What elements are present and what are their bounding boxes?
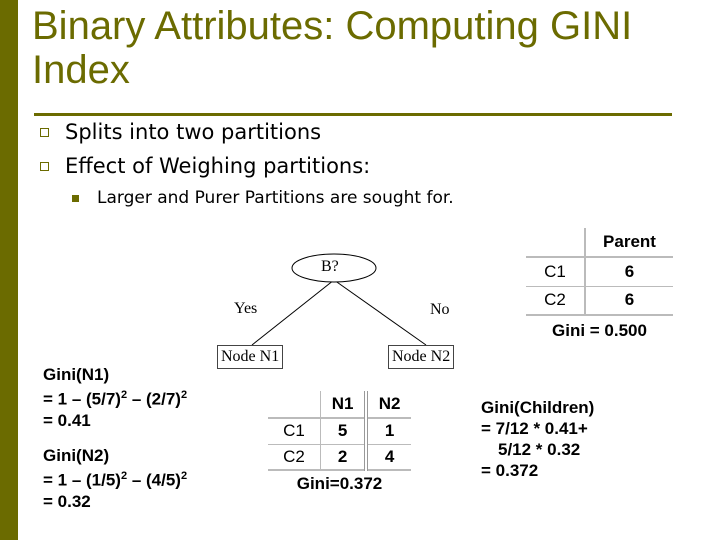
yes-branch-label: Yes	[234, 300, 258, 317]
parent-gini-value: Gini = 0.500	[552, 320, 647, 340]
children-gini-value: Gini=0.372	[296, 474, 383, 493]
count-cell: 6	[585, 257, 673, 286]
gini-n1-block	[43, 364, 187, 431]
class-label: C1	[268, 418, 321, 444]
gini-children-result: = 0.372	[481, 461, 539, 480]
n1-header: N1	[321, 391, 367, 418]
gini-n2-formula: = $1 - (1/5)^2 - (4/5)^2$	[43, 470, 188, 490]
table-row	[268, 444, 411, 470]
gini-children-label: Gini(Children)	[481, 398, 595, 417]
slide-title: Binary Attributes: Computing GINI Index	[32, 4, 633, 92]
gini-n2-label: Gini(N2)	[43, 446, 110, 465]
no-branch-label: No	[430, 301, 450, 318]
parent-header: Parent	[585, 228, 673, 257]
class-label: C2	[268, 444, 321, 470]
bullet-text-2: Effect of Weighing partitions:	[65, 154, 371, 178]
gini-n1-label: Gini(N1)	[43, 365, 110, 384]
gini-children-block	[481, 397, 594, 481]
node-n2: Node N2	[388, 345, 454, 369]
bullet-text-1: Splits into two partitions	[65, 120, 322, 144]
gini-n2-block	[43, 445, 187, 512]
class-label: C2	[526, 286, 585, 315]
children-table	[268, 391, 411, 497]
class-label: C1	[526, 257, 585, 286]
gini-n2-result: = 0.32	[43, 491, 91, 511]
count-cell: 5	[321, 418, 367, 444]
table-row	[526, 286, 673, 315]
gini-children-line2: 5/12 * 0.32	[498, 440, 581, 459]
gini-n1-result: = 0.41	[43, 410, 91, 430]
count-cell: 4	[366, 444, 411, 470]
n2-header: N2	[366, 391, 411, 418]
count-cell: 1	[366, 418, 411, 444]
gini-n1-formula: = $1 - (5/7)^2 - (2/7)^2$	[43, 389, 188, 409]
no-branch-line	[334, 280, 426, 345]
sub-bullet-text: Larger and Purer Partitions are sought for.	[97, 188, 454, 208]
table-row	[268, 418, 411, 444]
count-cell: 2	[321, 444, 367, 470]
table-row	[526, 257, 673, 286]
yes-branch-line	[252, 280, 334, 345]
gini-children-line1: = 7/12 * 0.41+	[481, 419, 588, 438]
root-node-label: B?	[321, 258, 339, 275]
count-cell: 6	[585, 286, 673, 315]
parent-table	[526, 228, 673, 345]
node-n1: Node N1	[217, 345, 283, 369]
